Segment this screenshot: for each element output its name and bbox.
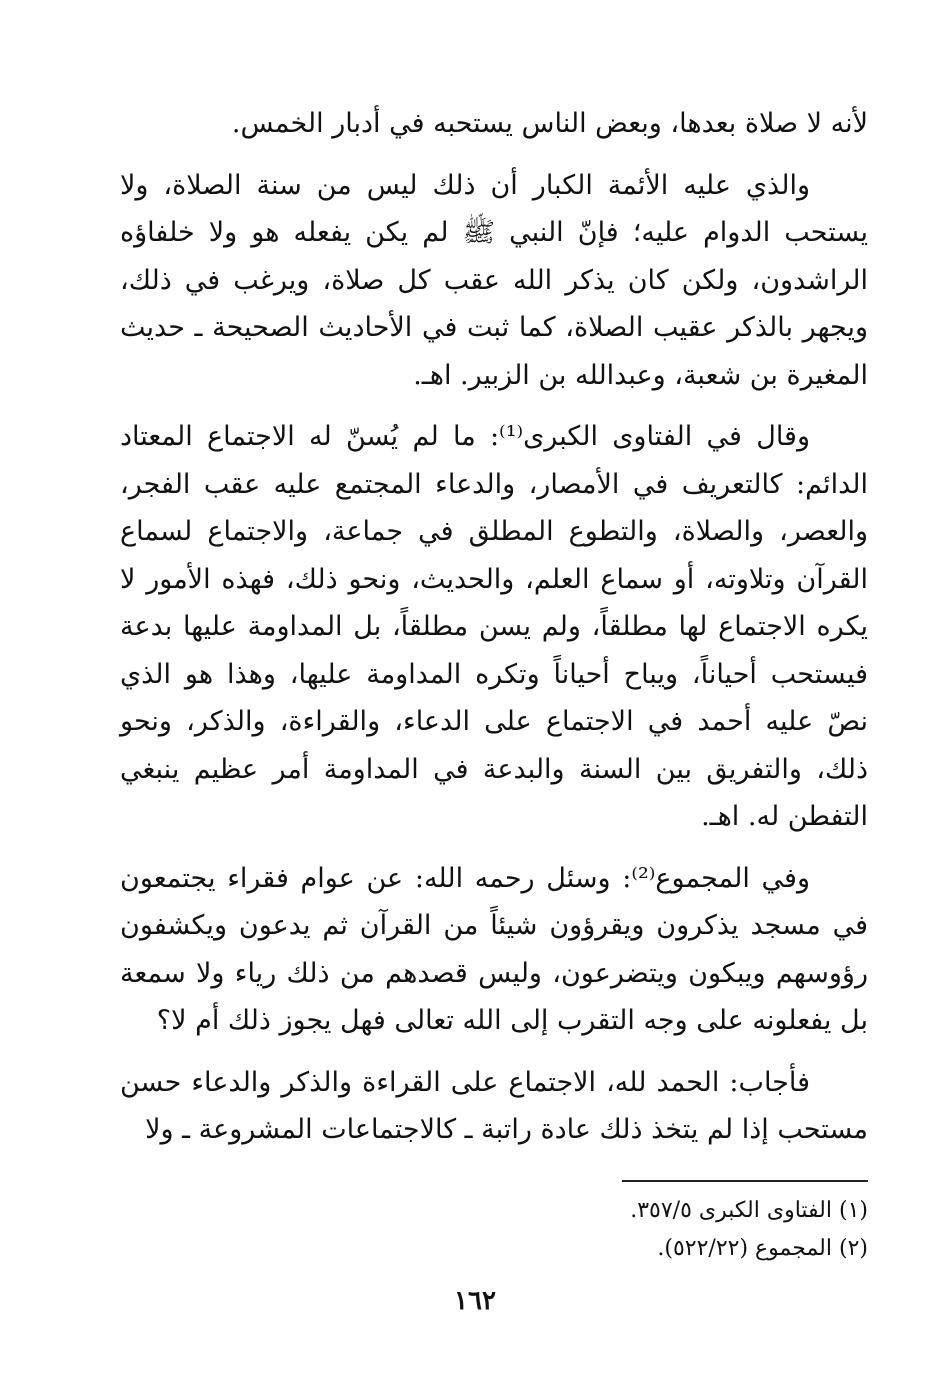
paragraph-3: وقال في الفتاوى الكبرى⁽¹⁾: ما لم يُسنّ له الاجتماع المعتاد الدائم: كالتعريف في الأمصار، والدعاء المجتمع عليه عقب الفجر، والعصر، والصلاة، والتطوع المطلق في جماعة، والاجتماع لسماع القرآن وتلاوته، أو سماع العلم، والحديث، ونحو ذلك، فهذه الأمور لا يكره الاجتماع لها مطلقاً، ولم يسن مطلقاً، بل المداومة عليها بدعة فيستحب أحياناً، ويباح أحياناً وتكره المداومة عليها، وهذا هو الذي نصّ عليه أحمد في الاجتماع على الدعاء، والقراءة، والذكر، ونحو ذلك، والتفريق بين السنة والبدعة في المداومة أمر عظيم ينبغي التفطن له. اهـ. (120, 421, 868, 832)
footnote-1: (١) الفتاوى الكبرى ٣٥٧/٥. (630, 1198, 868, 1223)
paragraph-2: والذي عليه الأئمة الكبار أن ذلك ليس من سنة الصلاة، ولا يستحب الدوام عليه؛ فإنّ النبي ﷺ لم يكن يفعله هو ولا خلفاؤه الراشدون، ولكن كان يذكر الله عقب كل صلاة، ويرغب في ذلك، ويجهر بالذكر عقيب الصلاة، كما ثبت في الأحاديث الصحيحة ـ حديث المغيرة بن شعبة، وعبدالله بن الزبير. اهـ. (120, 169, 868, 391)
page-number: ١٦٢ (454, 1286, 496, 1316)
main-text (120, 100, 868, 1168)
footnote-2: (٢) المجموع (٥٢٢/٢٢). (657, 1236, 868, 1261)
paragraph-5: فأجاب: الحمد لله، الاجتماع على القراءة والذكر والدعاء حسن مستحب إذا لم يتخذ ذلك عادة راتبة ـ كالاجتماعات المشروعة ـ ولا (120, 1066, 868, 1145)
footnotes (400, 1192, 868, 1268)
footnote-divider (622, 1180, 868, 1182)
paragraph-1: لأنه لا صلاة بعدها، وبعض الناس يستحبه في أدبار الخمس. (231, 108, 868, 139)
paragraph-4: وفي المجموع⁽²⁾: وسئل رحمه الله: عن عوام فقراء يجتمعون في مسجد يذكرون ويقرؤون شيئاً من القرآن ثم يدعون ويكشفون رؤوسهم ويبكون ويتضرعون، وليس قصدهم من ذلك رياء ولا سمعة بل يفعلونه على وجه التقرب إلى الله تعالى فهل يجوز ذلك أم لا؟ (120, 862, 868, 1036)
